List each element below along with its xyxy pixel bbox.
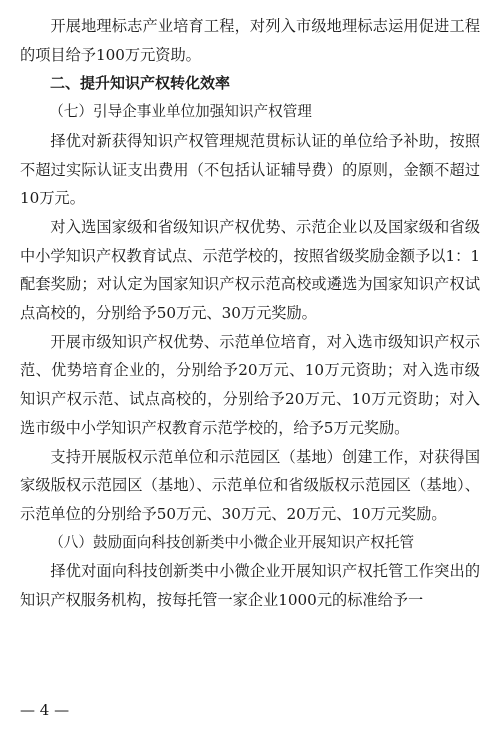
page-number: — 4 — — [20, 701, 70, 719]
paragraph-municipal-cultivation: 开展市级知识产权优势、示范单位培育，对入选市级知识产权示范、优势培育企业的，分别给予20万元、10万元资助；对入选市级知识产权示范、试点高校的，分别给予20万元、10万元资助；对入选市级中小学知识产权教育示范学校的，给予5万元奖励。 — [20, 332, 480, 437]
document-body — [20, 12, 480, 615]
section-heading-ip-conversion: 二、提升知识产权转化效率 — [50, 74, 231, 93]
subheading-item-8: （八）鼓励面向科技创新类中小微企业开展知识产权托管 — [49, 533, 415, 551]
paragraph-national-provincial-award: 对入选国家级和省级知识产权优势、示范企业以及国家级和省级中小学知识产权教育试点、示范学校的，按照省级奖励金额予以1：1配套奖励；对认定为国家知识产权示范高校或遴选为国家知识产权试点高校的，分别给予50万元、30万元奖励。 — [20, 217, 480, 323]
paragraph-certification-subsidy: 择优对新获得知识产权管理规范贯标认证的单位给予补助，按照不超过实际认证支出费用（不包括认证辅导费）的原则，金额不超过10万元。 — [20, 131, 480, 208]
subheading-item-7: （七）引导企事业单位加强知识产权管理 — [49, 103, 312, 121]
paragraph-geographic-indication: 开展地理标志产业培育工程，对列入市级地理标志运用促进工程的项目给予100万元资助。 — [20, 17, 480, 64]
paragraph-ip-custody: 择优对面向科技创新类中小微企业开展知识产权托管工作突出的知识产权服务机构，按每托管一家企业1000元的标准给予一 — [20, 562, 480, 610]
paragraph-copyright-demonstration: 支持开展版权示范单位和示范园区（基地）创建工作，对获得国家级版权示范园区（基地）、示范单位和省级版权示范园区（基地）、示范单位的分别给予50万元、30万元、20万元、10万元奖励。 — [20, 447, 480, 523]
